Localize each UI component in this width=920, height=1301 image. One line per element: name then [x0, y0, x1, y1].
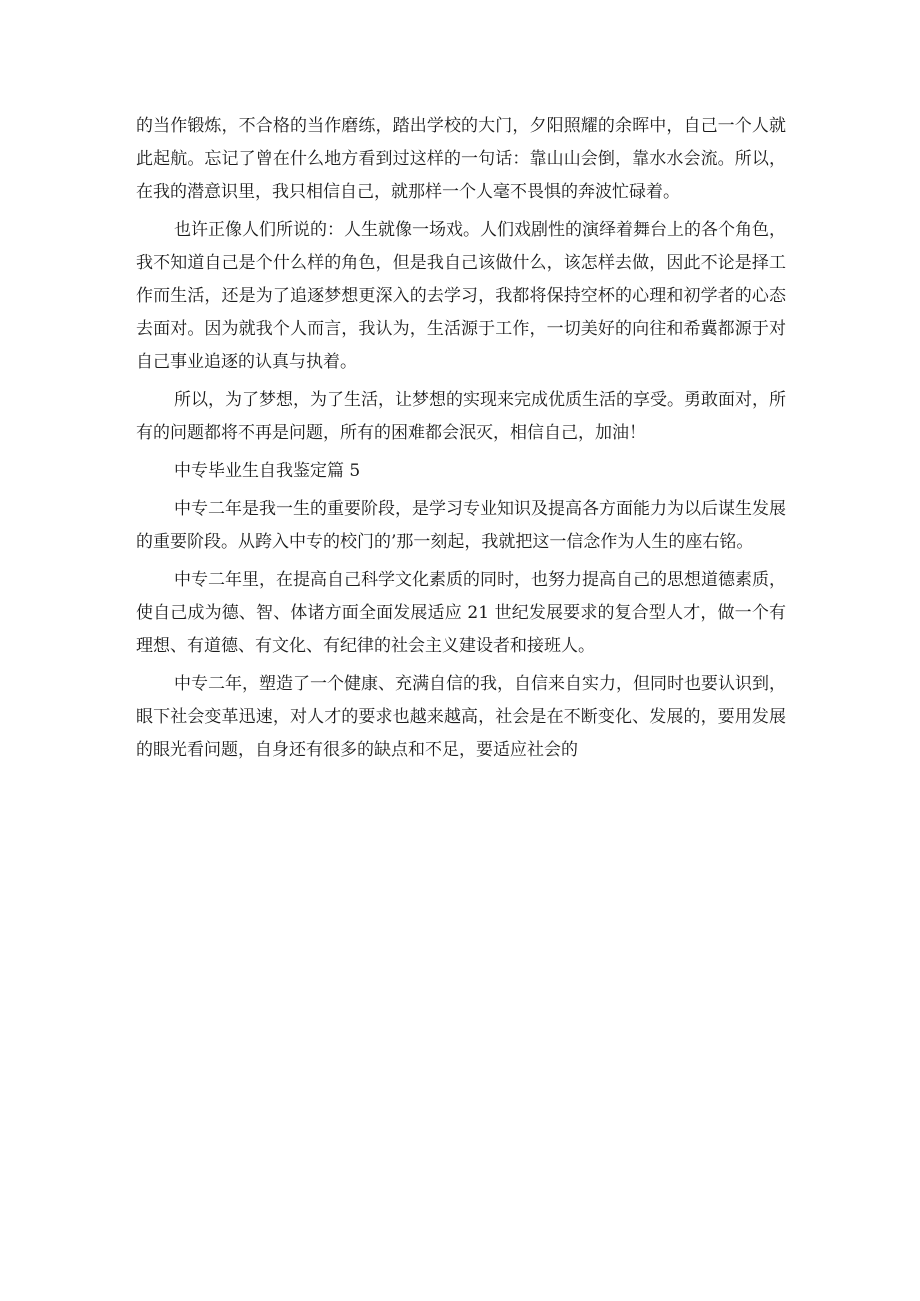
text-line: 自己事业追逐的认真与执着。	[136, 352, 357, 372]
text-line: 有的问题都将不再是问题，所有的困难都会泯灭，相信自己，加油！	[136, 423, 646, 443]
text-line: 在我的潜意识里，我只相信自己，就那样一个人毫不畏惧的奔波忙碌着。	[136, 182, 680, 202]
text-line: 中专二年里，在提高自己科学文化素质的同时，也努力提高自己的思想道德素质，	[174, 570, 786, 590]
text-line: 作而生活，还是为了追逐梦想更深入的去学习，我都将保持空杯的心理和初学者的心态	[136, 286, 786, 306]
text-line: 的当作锻炼，不合格的当作磨练，踏出学校的大门，夕阳照耀的余晖中，自己一个人就	[136, 116, 786, 136]
text-line: 去面对。因为就我个人而言，我认为，生活源于工作，一切美好的向往和希冀都源于对	[136, 319, 786, 339]
paragraph-4	[136, 493, 786, 559]
section-heading: 中专毕业生自我鉴定篇 5	[174, 461, 361, 481]
text-line: 此起航。忘记了曾在什么地方看到过这样的一句话：靠山山会倒，靠水水会流。所以，	[136, 149, 786, 169]
text-line: 的重要阶段。从跨入中专的校门的’那一刻起，我就把这一信念作为人生的座右铭。	[136, 532, 754, 552]
text-line: 的眼光看问题，自身还有很多的缺点和不足，要适应社会的	[136, 740, 578, 760]
text-line: 所以，为了梦想，为了生活，让梦想的实现来完成优质生活的享受。勇敢面对，所	[174, 390, 786, 410]
paragraph-6	[136, 668, 786, 767]
paragraph-3	[136, 384, 786, 450]
text-line: 中专二年是我一生的重要阶段，是学习专业知识及提高各方面能力为以后谋生发展	[174, 499, 786, 519]
text-line: 理想、有道德、有文化、有纪律的社会主义建设者和接班人。	[136, 636, 595, 656]
text-line: 我不知道自己是个什么样的角色，但是我自己该做什么，该怎样去做，因此不论是择工	[136, 253, 786, 273]
paragraph-5	[136, 564, 786, 663]
paragraph-2	[136, 214, 786, 379]
text-line: 眼下社会变革迅速，对人才的要求也越来越高，社会是在不断变化、发展的，要用发展	[136, 707, 786, 727]
text-line: 中专二年，塑造了一个健康、充满自信的我，自信来自实力，但同时也要认识到，	[174, 674, 786, 694]
document-body	[136, 110, 786, 772]
text-line: 使自己成为德、智、体诸方面全面发展适应 21 世纪发展要求的复合型人才，做一个有	[136, 603, 786, 623]
paragraph-1	[136, 110, 786, 209]
text-line: 也许正像人们所说的：人生就像一场戏。人们戏剧性的演绎着舞台上的各个角色，	[174, 220, 786, 240]
